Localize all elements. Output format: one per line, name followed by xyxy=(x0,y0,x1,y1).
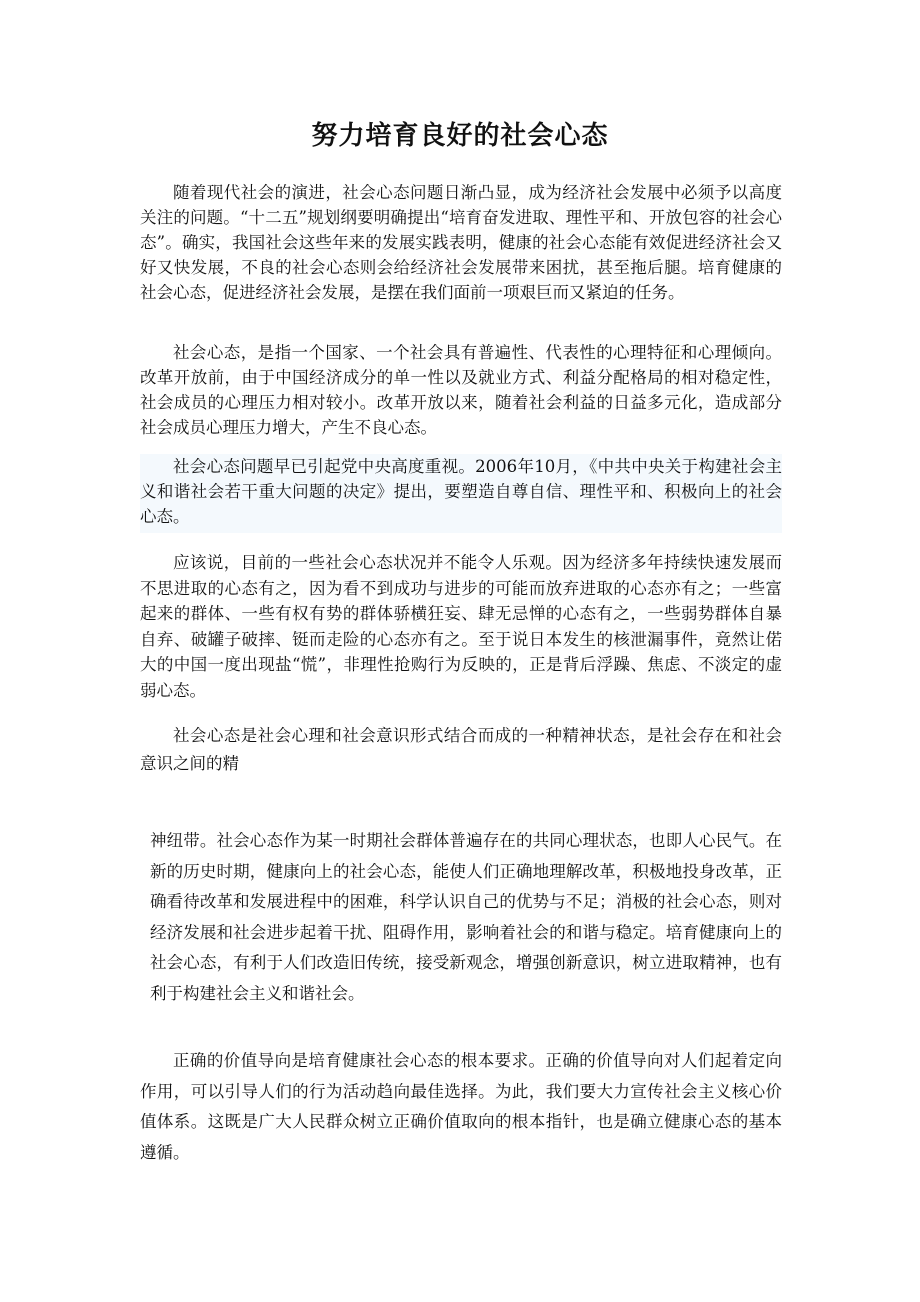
paragraph-intro: 随着现代社会的演进，社会心态问题日渐凸显，成为经济社会发展中必须予以高度关注的问题。“十二五”规划纲要明确提出“培育奋发进取、理性平和、开放包容的社会心态”。确实，我国社会这些年来的发展实践表明，健康的社会心态能有效促进经济社会又好又快发展，不良的社会心态则会给经济社会发展带来困扰，甚至拖后腿。培育健康的社会心态，促进经济社会发展，是摆在我们面前一项艰巨而又紧迫的任务。 xyxy=(140,183,782,302)
paragraph-value-orientation: 正确的价值导向是培育健康社会心态的根本要求。正确的价值导向对人们起着定向作用，可以引导人们的行为活动趋向最佳选择。为此，我们要大力宣传社会主义核心价值体系。这既是广大人民群众树立正确价值取向的根本指针，也是确立健康心态的基本遵循。 xyxy=(140,1051,782,1162)
paragraph-central-committee: 社会心态问题早已引起党中央高度重视。2006年10月，《中共中央关于构建社会主义和谐社会若干重大问题的决定》提出，要塑造自尊自信、理性平和、积极向上的社会心态。 xyxy=(140,454,782,533)
paragraph-definition: 社会心态，是指一个国家、一个社会具有普遍性、代表性的心理特征和心理倾向。改革开放前，由于中国经济成分的单一性以及就业方式、利益分配格局的相对稳定性，社会成员的心理压力相对较小。改革开放以来，随着社会利益的日益多元化，造成部分社会成员心理压力增大，产生不良心态。 xyxy=(140,343,782,437)
document-title: 努力培育良好的社会心态 xyxy=(311,121,609,151)
paragraph-spiritual-state: 社会心态是社会心理和社会意识形式结合而成的一种精神状态，是社会存在和社会意识之间的精 xyxy=(140,726,782,773)
paragraph-spiritual-bond: 神纽带。社会心态作为某一时期社会群体普遍存在的共同心理状态，也即人心民气。在新的历史时期，健康向上的社会心态，能使人们正确地理解改革，积极地投身改革，正确看待改革和发展进程中的困难，科学认识自己的优势与不足；消极的社会心态，则对经济发展和社会进步起着干扰、阻碍作用，影响着社会的和谐与稳定。培育健康向上的社会心态，有利于人们改造旧传统，接受新观念，增强创新意识，树立进取精神，也有利于构建社会主义和谐社会。 xyxy=(150,831,782,1003)
paragraph-current-state: 应该说，目前的一些社会心态状况并不能令人乐观。因为经济多年持续快速发展而不思进取的心态有之，因为看不到成功与进步的可能而放弃进取的心态亦有之；一些富起来的群体、一些有权有势的群体骄横狂妄、肆无忌惮的心态有之，一些弱势群体自暴自弃、破罐子破摔、铤而走险的心态亦有之。至于说日本发生的核泄漏事件，竟然让偌大的中国一度出现盐“慌”，非理性抢购行为反映的，正是背后浮躁、焦虑、不淡定的虚弱心态。 xyxy=(140,553,782,700)
